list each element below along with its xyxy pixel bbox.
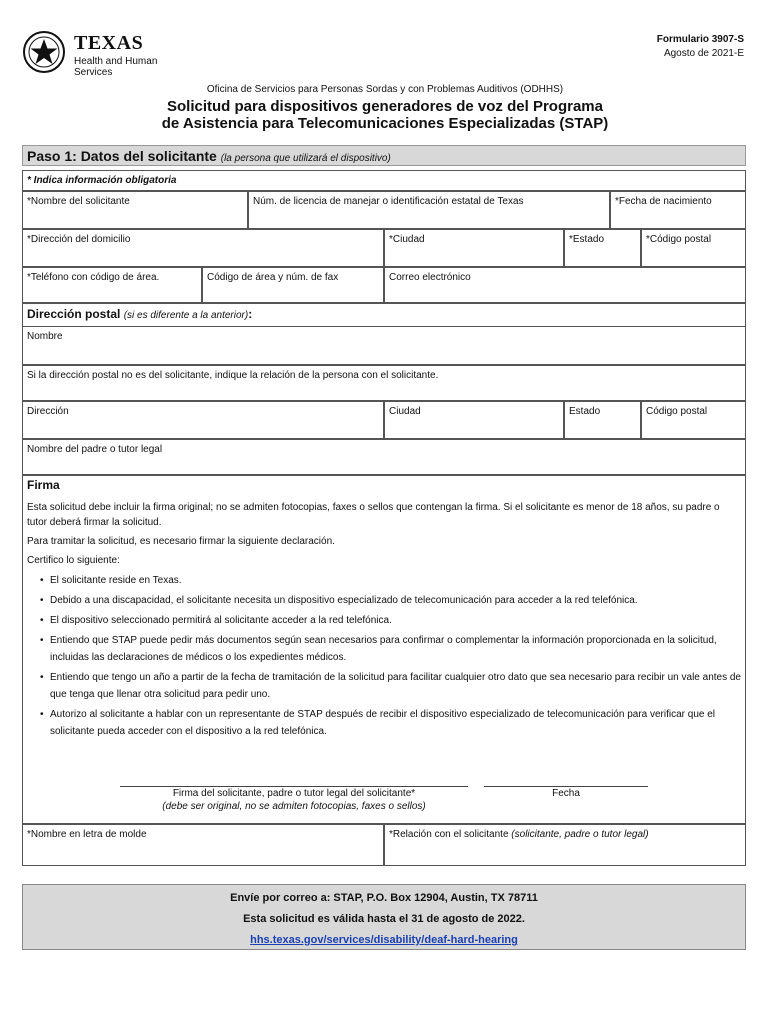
texas-seal-icon [22, 30, 66, 74]
signature-line[interactable] [120, 786, 468, 787]
required-note: * Indica información obligatoria [22, 170, 746, 191]
mailing-zip-field[interactable]: Código postal [641, 401, 746, 439]
step1-heading [22, 145, 746, 166]
home-address-field[interactable]: *Dirección del domicilio [22, 229, 384, 267]
mailing-name-field[interactable]: Nombre [22, 327, 746, 365]
office-name: Oficina de Servicios para Personas Sordas y con Problemas Auditivos (ODHHS) [206, 84, 564, 95]
mailing-title: Dirección postal [27, 307, 121, 321]
date-label: Fecha [552, 788, 580, 799]
signature-heading: Firma [27, 478, 60, 492]
footer-box [22, 884, 746, 950]
license-field[interactable]: Núm. de licencia de manejar o identificación estatal de Texas [248, 191, 610, 229]
mail-to-text: Envíe por correo a: STAP, P.O. Box 12904, Austin, TX 78711 [230, 892, 538, 904]
mailing-colon: : [248, 307, 253, 321]
signature-para1: Esta solicitud debe incluir la firma original; no se admiten fotocopias, faxes o sellos que contengan la firma. Si el solicitante es menor de 18 años, su padre o tutor deberá firmar la solicitud. [27, 502, 720, 528]
title-line-1: Solicitud para dispositivos generadores de voz del Programa [167, 98, 603, 115]
list-item: • El solicitante reside en Texas. [44, 572, 744, 589]
list-item: • Autorizo al solicitante a hablar con un representante de STAP después de recibir el dispositivo especializado de telecomunicación para verificar que el solicitante pueda acceder con el dispositivo a la red telefónica. [44, 706, 744, 740]
list-item: • El dispositivo seleccionado permitirá al solicitante acceder a la red telefónica. [44, 612, 744, 629]
mailing-address-field[interactable]: Dirección [22, 401, 384, 439]
page-title [0, 98, 770, 132]
valid-until-text: Esta solicitud es válida hasta el 31 de agosto de 2022. [243, 913, 525, 925]
form-number: Formulario 3907-S [656, 34, 744, 45]
mailing-note: (si es diferente a la anterior) [123, 310, 249, 321]
mailing-heading [22, 303, 746, 327]
relationship-note: (solicitante, padre o tutor legal) [511, 829, 649, 840]
list-item: • Debido a una discapacidad, el solicitante necesita un dispositivo especializado de telecomunicación para acceder a la red telefónica. [44, 592, 744, 609]
state-field[interactable]: *Estado [564, 229, 641, 267]
form-date: Agosto de 2021-E [663, 48, 744, 59]
step1-title: Paso 1: Datos del solicitante [27, 148, 217, 164]
form-number-block [657, 33, 744, 61]
hhs-link[interactable]: hhs.texas.gov/services/disability/deaf-hard-hearing [250, 934, 518, 946]
relationship-label: *Relación con el solicitante [389, 829, 509, 840]
signature-note: (debe ser original, no se admiten fotocopias, faxes o sellos) [162, 801, 426, 812]
mailing-relation-field[interactable]: Si la dirección postal no es del solicitante, indique la relación de la persona con el solicitante. [22, 365, 746, 401]
city-field[interactable]: *Ciudad [384, 229, 564, 267]
mailing-city-field[interactable]: Ciudad [384, 401, 564, 439]
birth-date-field[interactable]: *Fecha de nacimiento [610, 191, 746, 229]
date-line[interactable] [484, 786, 648, 787]
signature-para3: Certifico lo siguiente: [27, 555, 120, 566]
guardian-name-field[interactable]: Nombre del padre o tutor legal [22, 439, 746, 475]
list-item: • Entiendo que STAP puede pedir más documentos según sean necesarios para confirmar o complementar la información proporcionada en la solicitud, incluidas las declaraciones de médicos o los expedientes médicos. [44, 632, 744, 666]
logo-subtitle: Health and Human Services [74, 56, 158, 78]
list-item: • Entiendo que tengo un año a partir de la fecha de tramitación de la solicitud para facilitar cualquier otro dato que sea necesario para recibir un vale antes de que tenga que llenar otra solicitud para pedir uno. [44, 669, 744, 703]
email-field[interactable]: Correo electrónico [384, 267, 746, 303]
zip-field[interactable]: *Código postal [641, 229, 746, 267]
logo-title: TEXAS [74, 32, 144, 54]
mailing-state-field[interactable]: Estado [564, 401, 641, 439]
signature-label: Firma del solicitante, padre o tutor legal del solicitante* [172, 788, 416, 799]
applicant-name-field[interactable]: *Nombre del solicitante [22, 191, 248, 229]
fax-field[interactable]: Código de área y núm. de fax [202, 267, 384, 303]
relationship-field[interactable] [384, 824, 746, 866]
phone-field[interactable]: *Teléfono con código de área. [22, 267, 202, 303]
title-line-2: de Asistencia para Telecomunicaciones Especializadas (STAP) [161, 115, 609, 132]
texas-hhs-logo [22, 30, 162, 90]
certification-list [30, 572, 744, 743]
step1-note: (la persona que utilizará el dispositivo) [220, 153, 391, 164]
signature-para2: Para tramitar la solicitud, es necesario firmar la siguiente declaración. [27, 536, 335, 547]
print-name-field[interactable]: *Nombre en letra de molde [22, 824, 384, 866]
